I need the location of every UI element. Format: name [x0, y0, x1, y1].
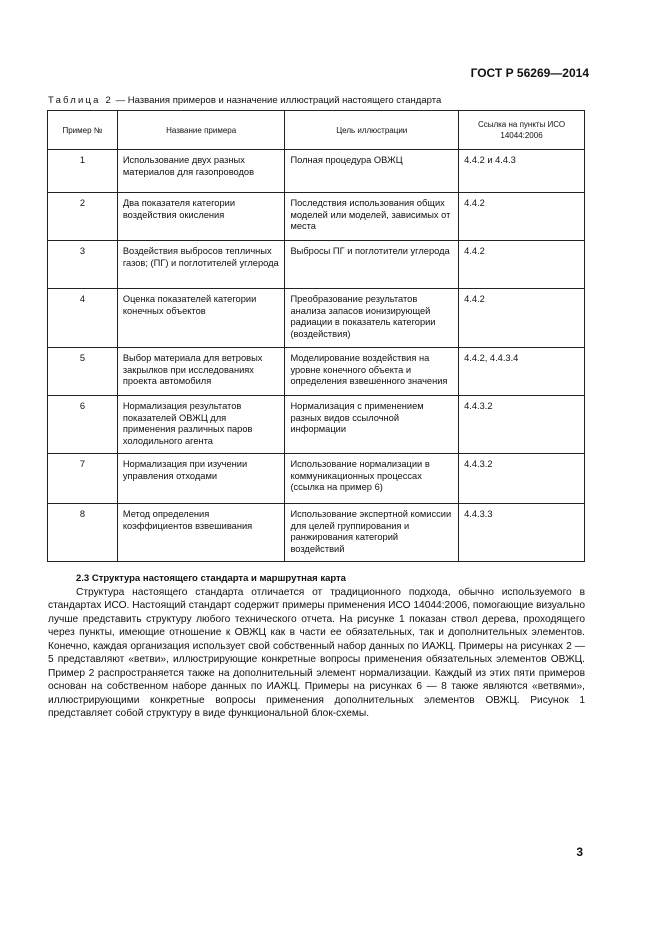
header-example-number: Пример №: [48, 111, 118, 150]
row-name: Нормализация при изучении управления отходами: [117, 454, 285, 504]
header-iso-reference: [459, 111, 585, 150]
table-caption: [48, 95, 441, 106]
header-iso-reference-text: Ссылка на пункты ИСО 14044:2006: [477, 120, 566, 140]
table-row: [48, 454, 585, 504]
table-row: [48, 150, 585, 193]
table-row: [48, 396, 585, 454]
row-ref: 4.4.2: [459, 289, 585, 348]
row-ref: 4.4.3.3: [459, 504, 585, 562]
row-name: Воздействия выбросов тепличных газов; (ПГ) и поглотителей углерода: [117, 241, 285, 289]
row-name: Метод определения коэффициентов взвешивания: [117, 504, 285, 562]
table-caption-text: — Названия примеров и назначение иллюстраций настоящего стандарта: [112, 95, 442, 106]
header-illustration-goal: Цель иллюстрации: [285, 111, 459, 150]
row-number: 1: [48, 150, 118, 193]
row-number: 6: [48, 396, 118, 454]
row-ref: 4.4.2: [459, 241, 585, 289]
row-goal: Последствия использования общих моделей или моделей, зависимых от места: [285, 193, 459, 241]
row-number: 2: [48, 193, 118, 241]
row-goal: Моделирование воздействия на уровне конечного объекта и определения взвешенного значения: [285, 348, 459, 396]
row-ref: 4.4.3.2: [459, 396, 585, 454]
section-title: 2.3 Структура настоящего стандарта и маршрутная карта: [76, 573, 346, 584]
table-caption-label: Таблица 2: [48, 95, 113, 106]
table-row: [48, 504, 585, 562]
page-number: 3: [576, 845, 583, 859]
row-goal: Выбросы ПГ и поглотители углерода: [285, 241, 459, 289]
row-ref: 4.4.2: [459, 193, 585, 241]
row-number: 3: [48, 241, 118, 289]
row-goal: Преобразование результатов анализа запасов ионизирующей радиации в показатель категории (воздействия): [285, 289, 459, 348]
row-name: Использование двух разных материалов для газопроводов: [117, 150, 285, 193]
table-row: [48, 348, 585, 396]
row-ref: 4.4.2 и 4.4.3: [459, 150, 585, 193]
table-header-row: [48, 111, 585, 150]
row-number: 5: [48, 348, 118, 396]
row-goal: Использование экспертной комиссии для целей группирования и ранжирования категорий воздействий: [285, 504, 459, 562]
table-row: [48, 289, 585, 348]
header-example-name: Название примера: [117, 111, 285, 150]
row-name: Нормализация результатов показателей ОВЖЦ для применения различных паров холодильного агента: [117, 396, 285, 454]
document-header: ГОСТ Р 56269—2014: [470, 66, 589, 80]
row-number: 4: [48, 289, 118, 348]
row-name: Два показателя категории воздействия окисления: [117, 193, 285, 241]
row-name: Выбор материала для ветровых закрылков при исследованиях проекта автомобиля: [117, 348, 285, 396]
row-ref: 4.4.2, 4.4.3.4: [459, 348, 585, 396]
examples-table: [47, 110, 585, 562]
table-row: [48, 241, 585, 289]
row-goal: Нормализация с применением разных видов ссылочной информации: [285, 396, 459, 454]
section-2-3: [48, 572, 585, 721]
row-name: Оценка показателей категории конечных объектов: [117, 289, 285, 348]
section-paragraph: Структура настоящего стандарта отличается от традиционного подхода, обычно используемого в стандартах ИСО. Настоящий стандарт содержит примеры применения ИСО 14044:2006, помогающие визуально лучше представить структуру любого технического отчета. На рисунке 1 показан ствол дерева, проходящего через пункты, имеющие отношение к ОВЖЦ как в части ее обязательных, так и дополнительных элементов. Конечно, каждая организация использует свой собственный набор данных по ИАЖЦ. Примеры на рисунках 2 — 5 представляют «ветви», иллюстрирующие конкретные вопросы применения обязательных элементов ОВЖЦ. Пример 2 распространяется также на дополнительный элемент нормализации. Каждый из этих пяти примеров основан на собственном наборе данных по ИАЖЦ. Примеры на рисунках 6 — 8 также являются «ветвями», иллюстрирующими конкретные вопросы применения дополнительных элементов ОВЖЦ. Рисунок 1 представляет собой структуру в виде функциональной блок-схемы.: [48, 586, 585, 720]
row-number: 8: [48, 504, 118, 562]
row-number: 7: [48, 454, 118, 504]
row-goal: Полная процедура ОВЖЦ: [285, 150, 459, 193]
row-goal: Использование нормализации в коммуникационных процессах (ссылка на пример 6): [285, 454, 459, 504]
table-row: [48, 193, 585, 241]
row-ref: 4.4.3.2: [459, 454, 585, 504]
